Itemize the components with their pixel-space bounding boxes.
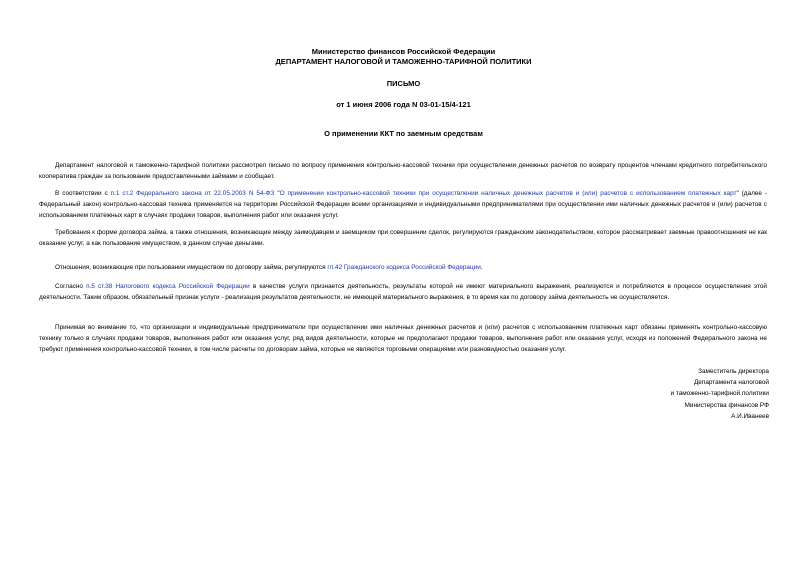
p2-text-1: В соответствии с [55, 190, 111, 197]
signature-line-2: Департамента налоговой [693, 379, 769, 387]
signature-name: А.И.Иванеев [731, 412, 769, 420]
p4-text-2: . [480, 264, 483, 271]
signature-line-1: Заместитель директора [698, 368, 769, 375]
ministry-name: Министерство финансов Российской Федерации [311, 47, 496, 56]
civil-code-ch42-link[interactable]: гл.42 Гражданского кодекса Российской Федерации [327, 264, 481, 271]
paragraph-3: Требования к форме договора займа, а также отношения, возникающие между заимодавцем и заемщиком при совершении сделок, регулируются гражданским законодательством, которое рассматривает заемные правоотношения не как оказание услуг, а как пользование имуществом, в данном случае деньгами. [39, 229, 767, 248]
paragraph-4 [39, 262, 767, 273]
tax-code-art38-link[interactable]: п.5 ст.38 Налогового кодекса Российской Федерации [86, 283, 250, 290]
doc-date-number: от 1 июня 2006 года N 03-01-15/4-121 [336, 100, 471, 109]
signature-line-3: и таможенно-тарифной политики [670, 390, 769, 398]
signature-block [569, 366, 769, 422]
law-54fz-title-link[interactable]: О применении контрольно-кассовой техники при осуществлении наличных денежных расчетов и (или) расчетов с использованием платежных карт [279, 190, 737, 197]
p5-text-2: в качестве услуги признается деятельность, результаты которой не имеют материального выражения, реализуются и потребляются в процессе осуществления этой деятельности. Таким образом, обязательный признак услуги - реализация результатов деятельности, не имеющей материального выражения, в то время как по договору займа деятельность не осуществляется. [39, 283, 768, 302]
law-54fz-article-link[interactable]: п.1 ст.2 Федерального закона от 22.05.2003 N 54-ФЗ [110, 190, 275, 197]
department-name: ДЕПАРТАМЕНТ НАЛОГОВОЙ И ТАМОЖЕННО-ТАРИФНОЙ ПОЛИТИКИ [275, 57, 532, 66]
paragraph-1: Департамент налоговой и таможенно-тарифной политики рассмотрел письмо по вопросу применения контрольно-кассовой техники при осуществлении денежных расчетов по возврату процентов членами кредитного потребительского кооператива граждан за пользование предоставленными займами и сообщает. [39, 162, 767, 181]
signature-line-4: Министерства финансов РФ [684, 401, 769, 409]
paragraph-6: Принимая во внимание то, что организации и индивидуальные предприниматели при осуществлении ими наличных денежных расчетов и (или) расчетов с использованием платежных карт обязаны применять контрольно-кассовую технику только в случаях продажи товаров, выполнения работ или оказания услуг, ряд видов деятельности, которые не предполагают продажи товаров, выполнения работ или оказания услуг, исходя из положений Федерального закона не требуют применения контрольно-кассовой техники, в том числе расчеты по договорам займа, которые не являются торговыми операциями или разновидностью оказания услуг. [39, 324, 767, 354]
paragraph-5 [39, 281, 767, 303]
p4-text-1: Отношения, возникающие при пользовании имуществом по договору займа, регулируются [55, 264, 328, 271]
p2-text-2: " [274, 190, 280, 197]
p2-text-3: " (далее - Федеральный закон) контрольно-кассовая техника применяется на территории Российской Федерации всеми организациями и индивидуальными предпринимателями при осуществлении ими наличных денежных расчетов и (или) расчетов с использованием платежных карт в случаях продажи товаров, выполнения работ или оказания услуг. [39, 190, 767, 220]
doc-subject: О применении ККТ по заемным средствам [324, 129, 483, 138]
doc-type: ПИСЬМО [386, 79, 421, 88]
paragraph-2 [39, 188, 767, 222]
p5-text-1: Согласно [55, 283, 87, 290]
